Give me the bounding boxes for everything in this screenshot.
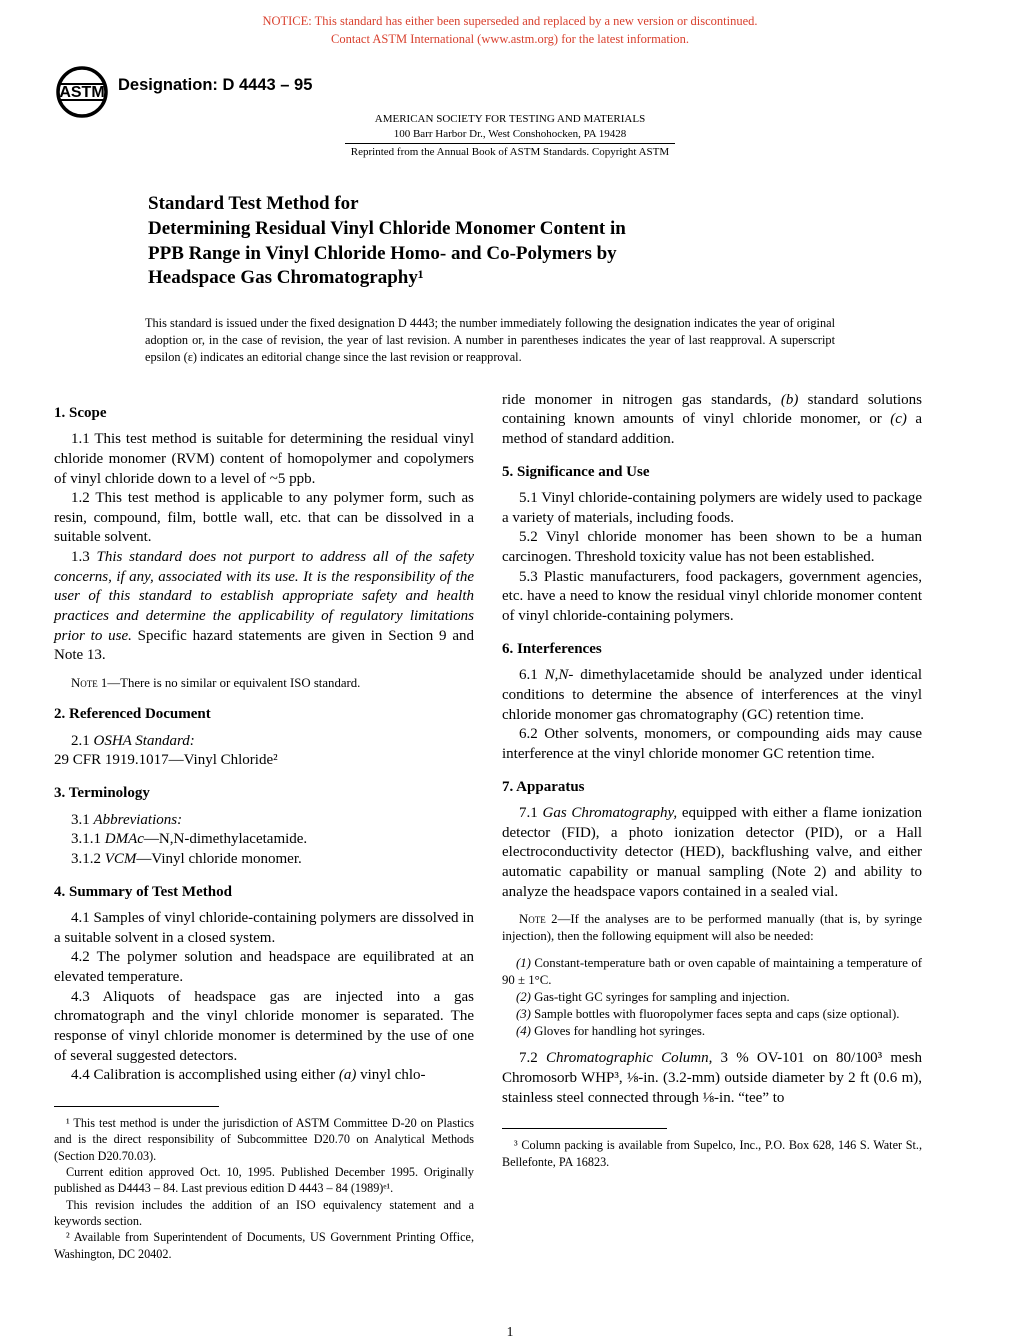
section-5-heading: 5. Significance and Use: [502, 463, 650, 480]
section-4-heading: 4. Summary of Test Method: [54, 883, 232, 900]
note-1-label: Note 1—: [71, 675, 121, 690]
para-4-4-pre: 4.4 Calibration is accomplished using either: [71, 1067, 339, 1084]
para-3-1-2: [54, 850, 474, 870]
para-7-1: [502, 804, 922, 902]
publisher-block: [54, 112, 966, 160]
section-2-heading: 2. Referenced Document: [54, 706, 211, 723]
para-3-1-1: [54, 830, 474, 850]
para-3-1-1-text: —N,N-dimethylacetamide.: [143, 831, 308, 848]
body-columns: [54, 391, 966, 1262]
para-7-1-number: 7.1: [519, 805, 543, 822]
note-2-text: If the analyses are to be performed manually (that is, by syringe injection), then the following equipment will also be needed:: [502, 912, 923, 944]
footnote-2: ² Available from Superintendent of Documents, US Government Printing Office, Washington, DC 20402.: [54, 1230, 474, 1261]
note-2-item-2-number: (2): [516, 989, 531, 1004]
para-2-1: [54, 732, 474, 752]
para-4-4-item-a: (a): [338, 1067, 357, 1084]
note-2-item-2: [502, 989, 922, 1006]
note-2-item-1-text: Constant-temperature bath or oven capable of maintaining a temperature of 90 ± 1°C.: [502, 955, 922, 987]
para-1-3-number: 1.3: [71, 549, 97, 566]
para-4-1: 4.1 Samples of vinyl chloride-containing polymers are dissolved in a suitable solvent in a closed system.: [54, 910, 474, 946]
para-2-1-number: 2.1: [71, 732, 94, 749]
continuation-mid: standard solutions containing known amounts of vinyl chloride monomer, or: [502, 391, 922, 428]
para-5-2: 5.2 Vinyl chloride monomer has been shown to be a human carcinogen. Threshold toxicity value has not been established.: [502, 529, 922, 566]
note-2-item-3-text: Sample bottles with fluoropolymer faces septa and caps (size optional).: [530, 1007, 900, 1022]
footnote-separator-left: [54, 1106, 219, 1107]
continuation-item-b: (b): [780, 391, 799, 408]
reference-cfr: 29 CFR 1919.1017—Vinyl Chloride²: [54, 752, 278, 769]
para-3-1-italic: Abbreviations:: [93, 811, 183, 828]
svg-text:ASTM: ASTM: [59, 84, 105, 102]
para-3-1-1-term: DMAc: [104, 831, 144, 848]
note-2-item-2-text: Gas-tight GC syringes for sampling and injection.: [530, 989, 790, 1004]
reprint-note: Reprinted from the Annual Book of ASTM Standards. Copyright ASTM: [350, 145, 670, 158]
para-7-2-number: 7.2: [519, 1050, 546, 1067]
para-6-1-italic: N,N-: [544, 667, 574, 684]
para-1-3-italic: This standard does not purport to address all of the safety concerns, if any, associated with its use. It is the responsibility of the user of this standard to establish appropriate safety and health practices and determine the applicability of regulatory limitations prior to use.: [54, 549, 475, 644]
section-1-heading: 1. Scope: [54, 404, 107, 421]
para-2-1-italic: OSHA Standard:: [93, 732, 195, 749]
right-column: [502, 391, 922, 1262]
para-4-3: 4.3 Aliquots of headspace gas are injected into a gas chromatograph and the vinyl chloride monomer is separated. The response of vinyl chloride monomer is determined by the use of one of several suggested detectors.: [54, 988, 474, 1064]
para-7-2-italic: Chromatographic Column,: [545, 1050, 713, 1067]
para-6-1: [502, 666, 922, 725]
para-4-4-continuation: [502, 391, 922, 450]
para-7-1-text: equipped with either a flame ionization detector (FID), a photo ionization detector (PID), or a Hall electroconductivity detector (HED), backflushing valve, and either automatic capability or manual sampling (Note 2) and ability to analyze the headspace vapors contained in a sealed vial.: [502, 805, 923, 900]
page-number: 1: [506, 1324, 514, 1340]
note-2-label: Note 2—: [519, 912, 571, 927]
notice-line-2: Contact ASTM International (www.astm.org) for the latest information.: [331, 32, 689, 47]
continuation-post: a method of standard addition.: [502, 411, 922, 447]
para-1-3-roman: Specific hazard statements are given in Section 9 and Note 13.: [54, 627, 474, 664]
section-7-heading: 7. Apparatus: [502, 778, 585, 795]
title-line-3: PPB Range in Vinyl Chloride Homo- and Co-Polymers by: [148, 242, 617, 264]
document-page: [0, 12, 1020, 1340]
para-1-2: 1.2 This test method is applicable to any polymer form, such as resin, compound, film, bottle wall, etc. that can be dissolved in a suitable solvent.: [54, 490, 474, 546]
designation-label: Designation: D 4443 – 95: [118, 76, 313, 95]
title-line-4: Headspace Gas Chromatography¹: [148, 267, 424, 289]
note-2-item-1-number: (1): [516, 955, 531, 970]
document-title: [148, 192, 880, 291]
continuation-item-c: (c): [890, 411, 907, 428]
footnote-3: ³ Column packing is available from Supelco, Inc., P.O. Box 628, 146 S. Water St., Bellefonte, PA 16823.: [502, 1138, 922, 1169]
masthead: [54, 64, 966, 176]
note-2-item-1: [502, 955, 922, 989]
note-2-item-4-text: Gloves for handling hot syringes.: [530, 1024, 706, 1039]
para-6-1-text: dimethylacetamide should be analyzed under identical conditions to determine the absence of interferences at the vinyl chloride monomer gas chromatography (GC) retention time.: [502, 667, 922, 723]
title-line-2: Determining Residual Vinyl Chloride Monomer Content in: [148, 217, 626, 239]
para-3-1-2-text: —Vinyl chloride monomer.: [136, 850, 302, 867]
note-2-item-4-number: (4): [516, 1024, 531, 1039]
section-6-heading: 6. Interferences: [502, 640, 602, 657]
title-line-1: Standard Test Method for: [148, 193, 359, 215]
note-2: [502, 911, 922, 945]
para-3-1-2-number: 3.1.2: [71, 850, 105, 867]
para-4-2: 4.2 The polymer solution and headspace are equilibrated at an elevated temperature.: [54, 949, 474, 986]
para-1-3: [54, 548, 474, 666]
para-3-1-1-number: 3.1.1: [71, 831, 105, 848]
masthead-divider: [345, 143, 675, 144]
para-5-3: 5.3 Plastic manufacturers, food packagers, government agencies, etc. have a need to know the residual vinyl chloride monomer content of vinyl chloride-containing polymers.: [502, 568, 922, 625]
para-7-1-italic: Gas Chromatography,: [542, 805, 678, 822]
footnote-1: ¹ This test method is under the jurisdiction of ASTM Committee D-20 on Plastics and is the direct responsibility of Subcommittee D20.70 on Analytical Methods (Section D20.70.03).: [54, 1115, 474, 1163]
footnote-1-revision: This revision includes the addition of an ISO equivalency statement and a keywords section.: [54, 1197, 474, 1229]
note-2-item-4: [502, 1023, 922, 1040]
footnote-1-edition: Current edition approved Oct. 10, 1995. Published December 1995. Originally published as D4443 – 84. Last previous edition D 4443 – 84 (1989)ᵉ¹.: [54, 1165, 474, 1196]
continuation-pre: ride monomer in nitrogen gas standards,: [502, 391, 781, 408]
para-5-1: 5.1 Vinyl chloride-containing polymers are widely used to package a variety of materials, including foods.: [502, 490, 922, 526]
note-1-text: There is no similar or equivalent ISO standard.: [120, 675, 361, 690]
para-1-1: 1.1 This test method is suitable for determining the residual vinyl chloride monomer (RVM) content of homopolymer and copolymers of vinyl chloride down to a level of ~5 ppb.: [54, 431, 474, 487]
note-2-item-3: [502, 1006, 922, 1023]
section-3-heading: 3. Terminology: [54, 785, 150, 801]
society-address: 100 Barr Harbor Dr., West Conshohocken, PA 19428: [393, 128, 627, 141]
footnote-separator-right: [502, 1128, 667, 1129]
para-7-2-text: 3 % OV-101 on 80/100³ mesh Chromosorb WHP³, ⅛-in. (3.2-mm) outside diameter by 2 ft (0.6 m), stainless steel connected through ⅛-in. “tee” to: [502, 1050, 923, 1106]
para-6-2: 6.2 Other solvents, monomers, or compounding aids may cause interference at the vinyl chloride monomer GC retention time.: [502, 726, 922, 762]
society-name: AMERICAN SOCIETY FOR TESTING AND MATERIALS: [374, 113, 646, 126]
issuance-note: This standard is issued under the fixed designation D 4443; the number immediately following the designation indicates the year of original adoption or, in the case of revision, the year of last revision. A number in parentheses indicates the year of last reapproval. A superscript epsilon (ε) indicates an editorial change since the last revision or reapproval.: [145, 316, 835, 365]
para-3-1-2-term: VCM: [104, 850, 137, 867]
notice-line-1: NOTICE: This standard has either been superseded and replaced by a new version or discontinued.: [262, 14, 758, 28]
superseded-notice: [0, 12, 1020, 48]
para-6-1-number: 6.1: [519, 667, 545, 684]
left-column: [54, 391, 474, 1262]
note-2-item-3-number: (3): [516, 1007, 531, 1022]
para-4-4-post: vinyl chlo-: [356, 1067, 426, 1084]
para-3-1-number: 3.1: [71, 811, 94, 828]
para-3-1: [54, 811, 474, 831]
note-1: [54, 675, 474, 692]
para-4-4: [54, 1066, 474, 1086]
para-7-2: [502, 1049, 922, 1108]
